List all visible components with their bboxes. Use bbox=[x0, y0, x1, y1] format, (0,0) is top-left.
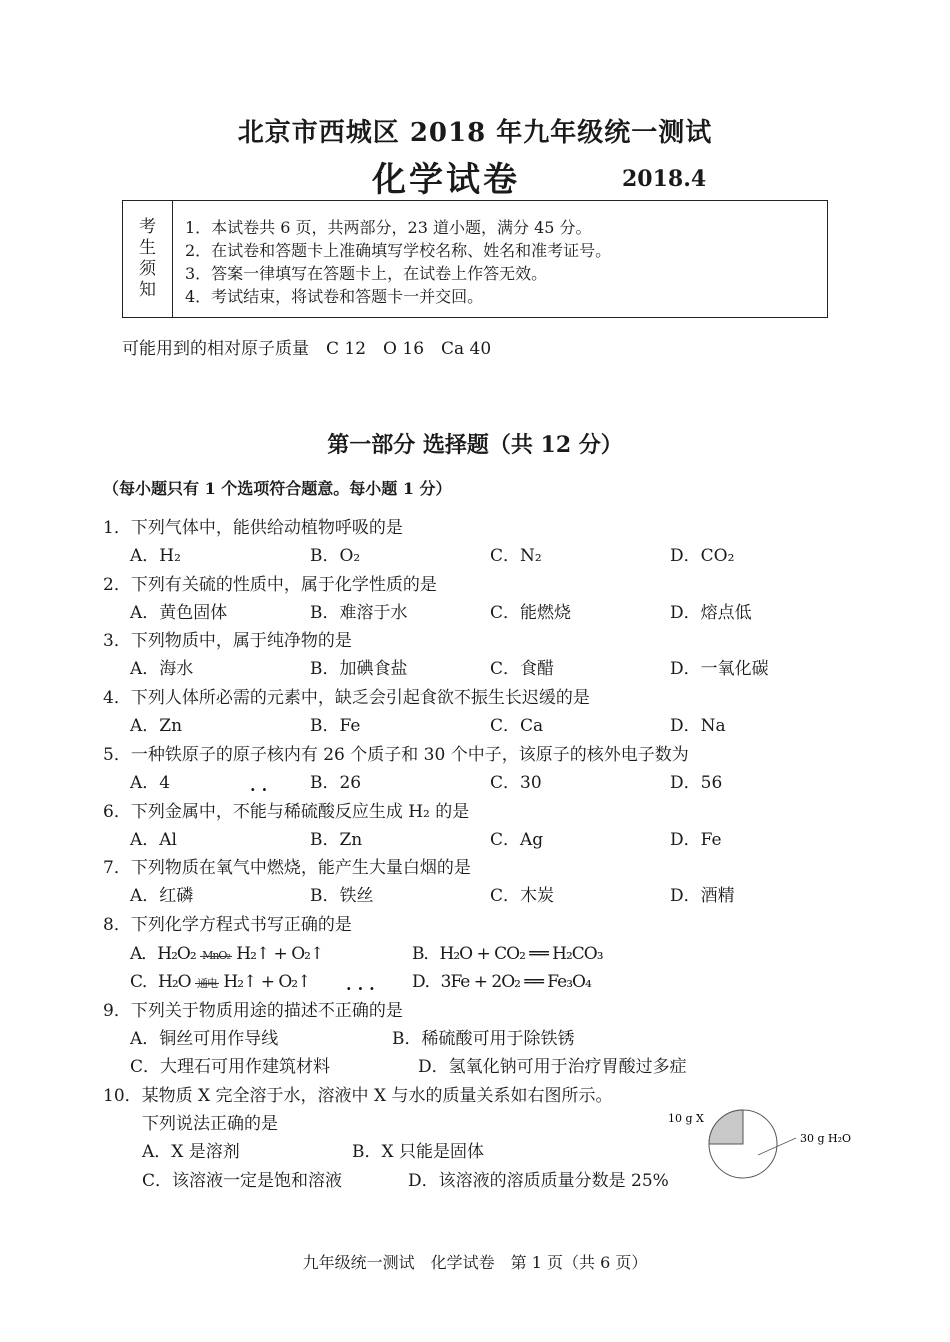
section-instruction: （每小题只有 1 个选项符合题意。每小题 1 分） bbox=[103, 479, 452, 498]
option: D．56 bbox=[670, 773, 723, 793]
option: D．一氧化碳 bbox=[670, 659, 769, 679]
option: B．难溶于水 bbox=[310, 603, 408, 623]
notice-heading bbox=[123, 201, 173, 317]
option: D．熔点低 bbox=[670, 603, 752, 623]
option: B．26 bbox=[310, 773, 362, 793]
notice-heading-char: 知 bbox=[139, 280, 156, 300]
notice-heading-char: 考 bbox=[139, 217, 156, 237]
option: D．Fe bbox=[670, 830, 722, 850]
option: C．Ca bbox=[490, 716, 544, 736]
question-stem: 10．某物质 X 完全溶于水，溶液中 X 与水的质量关系如右图所示。 bbox=[103, 1086, 613, 1106]
option: C．大理石可用作建筑材料 bbox=[130, 1057, 331, 1077]
option: C．能燃烧 bbox=[490, 603, 572, 623]
question-stem: 4．下列人体所必需的元素中，缺乏会引起食欲不振生长迟缓的是 bbox=[103, 688, 590, 708]
option: C．该溶液一定是饱和溶液 bbox=[142, 1171, 343, 1191]
option: A．4 bbox=[130, 773, 171, 793]
option: A．海水 bbox=[130, 659, 194, 679]
equation-text: H₂↑ + O₂↑ bbox=[219, 972, 311, 992]
option: B．Zn bbox=[310, 830, 363, 850]
option: C．Ag bbox=[490, 830, 544, 850]
equation-option bbox=[130, 967, 310, 992]
option: B．X 只能是固体 bbox=[352, 1142, 484, 1162]
option: B．Fe bbox=[310, 716, 361, 736]
equation-option: D．3Fe + 2O₂ ══ Fe₃O₄ bbox=[412, 972, 591, 992]
equation-option: B．H₂O + CO₂ ══ H₂CO₃ bbox=[412, 944, 603, 964]
pie-slice-x bbox=[709, 1110, 743, 1144]
question-stem: 8．下列化学方程式书写正确的是 bbox=[103, 915, 352, 935]
option: D．酒精 bbox=[670, 886, 735, 906]
option: C．30 bbox=[490, 773, 542, 793]
exam-title: 北京市西城区 2018 年九年级统一测试 bbox=[237, 118, 713, 148]
reaction-condition: MnO₂ bbox=[202, 949, 230, 962]
option: D．CO₂ bbox=[670, 546, 735, 566]
reaction-condition: 通电 bbox=[197, 977, 217, 990]
option: D．Na bbox=[670, 716, 726, 736]
question-stem: 3．下列物质中，属于纯净物的是 bbox=[103, 631, 352, 651]
option: B．加碘食盐 bbox=[310, 659, 408, 679]
option: B．稀硫酸可用于除铁锈 bbox=[392, 1029, 575, 1049]
question-stem: 6．下列金属中，不能与稀硫酸反应生成 H₂ 的是 bbox=[103, 802, 470, 822]
notice-item: 4．考试结束，将试卷和答题卡一并交回。 bbox=[185, 287, 484, 306]
emphasis-dots: ·· bbox=[250, 780, 274, 799]
option: C．N₂ bbox=[490, 546, 542, 566]
equation-option bbox=[130, 939, 323, 964]
equation-text: A．H₂O₂ bbox=[130, 944, 201, 964]
subject-title: 化学试卷 bbox=[372, 160, 520, 200]
notice-item: 3．答案一律填写在答题卡上，在试卷上作答无效。 bbox=[185, 264, 548, 283]
notice-heading-char: 须 bbox=[139, 259, 156, 279]
option: B．O₂ bbox=[310, 546, 361, 566]
notice-box bbox=[122, 200, 828, 318]
emphasis-dots: ··· bbox=[346, 979, 381, 998]
option: C．木炭 bbox=[490, 886, 555, 906]
pie-label-x: 10 g X bbox=[668, 1112, 704, 1125]
option: A．铜丝可用作导线 bbox=[130, 1029, 279, 1049]
option: C．食醋 bbox=[490, 659, 555, 679]
question-stem: 1．下列气体中，能供给动植物呼吸的是 bbox=[103, 518, 403, 538]
page-footer: 九年级统一测试 化学试卷 第 1 页（共 6 页） bbox=[302, 1253, 648, 1272]
notice-item: 2．在试卷和答题卡上准确填写学校名称、姓名和准考证号。 bbox=[185, 241, 612, 260]
section-title: 第一部分 选择题（共 12 分） bbox=[327, 432, 623, 458]
option: A．Zn bbox=[130, 716, 183, 736]
option: A．H₂ bbox=[130, 546, 181, 566]
question-stem: 2．下列有关硫的性质中，属于化学性质的是 bbox=[103, 575, 437, 595]
atomic-mass-note: 可能用到的相对原子质量 C 12 O 16 Ca 40 bbox=[122, 339, 492, 359]
question-stem-continued: 下列说法正确的是 bbox=[142, 1114, 278, 1134]
notice-heading-char: 生 bbox=[139, 238, 156, 258]
question-stem: 5．一种铁原子的原子核内有 26 个质子和 30 个中子，该原子的核外电子数为 bbox=[103, 745, 689, 765]
option: A．X 是溶剂 bbox=[142, 1142, 240, 1162]
option: D．氢氧化钠可用于治疗胃酸过多症 bbox=[418, 1057, 687, 1077]
pie-label-water: 30 g H₂O bbox=[800, 1132, 852, 1145]
equation-text: C．H₂O bbox=[130, 972, 195, 992]
exam-date: 2018.4 bbox=[622, 166, 707, 192]
question-stem: 9．下列关于物质用途的描述不正确的是 bbox=[103, 1001, 403, 1021]
question-stem: 7．下列物质在氧气中燃烧，能产生大量白烟的是 bbox=[103, 858, 471, 878]
mass-pie-chart bbox=[660, 1098, 860, 1198]
notice-item: 1．本试卷共 6 页，共两部分，23 道小题，满分 45 分。 bbox=[185, 218, 592, 237]
option: A．Al bbox=[130, 830, 177, 850]
option: B．铁丝 bbox=[310, 886, 374, 906]
option: A．黄色固体 bbox=[130, 603, 228, 623]
equation-text: H₂↑ + O₂↑ bbox=[231, 944, 324, 964]
option: A．红磷 bbox=[130, 886, 194, 906]
option: D．该溶液的溶质质量分数是 25% bbox=[408, 1171, 669, 1191]
